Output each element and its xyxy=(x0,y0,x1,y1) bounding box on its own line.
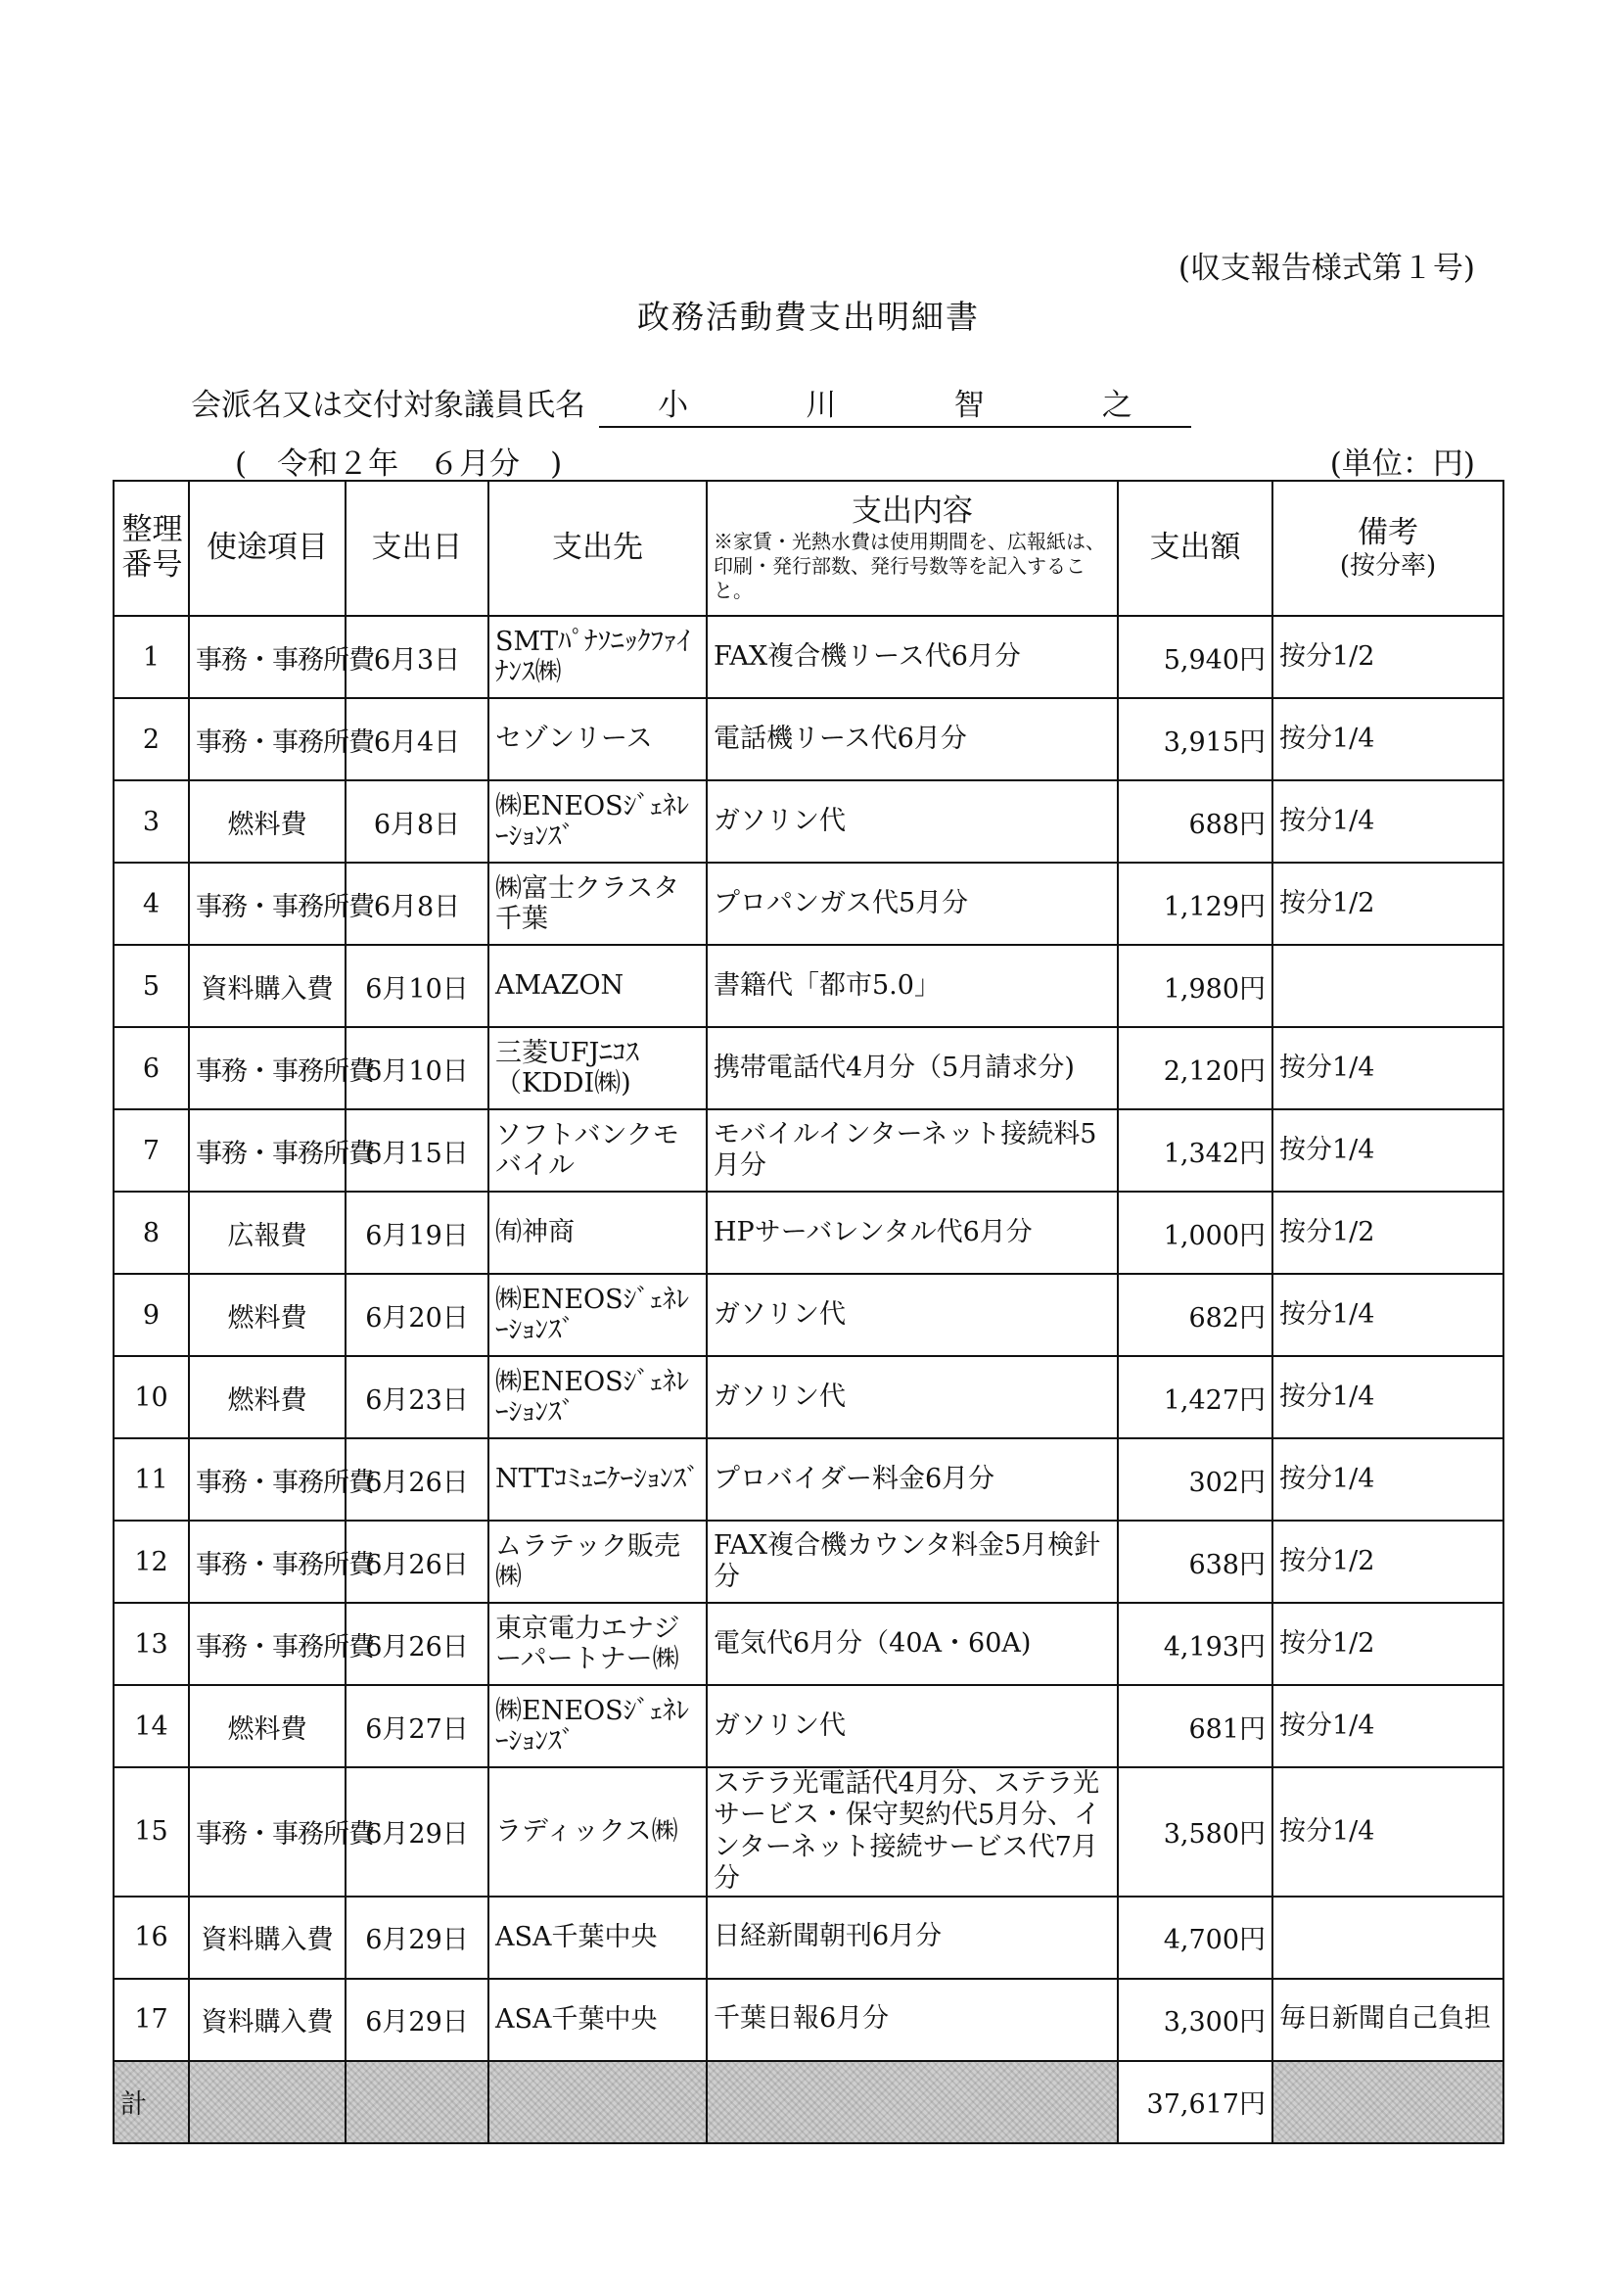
table-row xyxy=(114,1027,1503,1109)
row-date: 6月8日 xyxy=(346,863,488,945)
row-description: モバイルインターネット接続料5月分 xyxy=(707,1109,1118,1192)
row-description: HPサーバレンタル代6月分 xyxy=(707,1192,1118,1274)
row-payee: 東京電力エナジーパートナー㈱ xyxy=(488,1603,707,1685)
row-description: 千葉日報6月分 xyxy=(707,1979,1118,2061)
total-shade xyxy=(189,2061,346,2143)
row-amount: 1,000円 xyxy=(1118,1192,1272,1274)
row-date: 6月19日 xyxy=(346,1192,488,1274)
row-payee: ソフトバンクモバイル xyxy=(488,1109,707,1192)
total-row xyxy=(114,2061,1503,2143)
member-label: 会派名又は交付対象議員氏名 xyxy=(191,388,585,423)
member-name-char: 之 xyxy=(1101,388,1132,423)
table-body xyxy=(114,616,1503,2061)
row-date: 6月29日 xyxy=(346,1767,488,1897)
row-description: ガソリン代 xyxy=(707,780,1118,863)
member-name-char: 智 xyxy=(953,388,985,423)
row-note: 毎日新聞自己負担 xyxy=(1272,1979,1503,2061)
row-payee: ムラテック販売㈱ xyxy=(488,1521,707,1603)
row-note: 按分1/4 xyxy=(1272,1438,1503,1521)
row-use: 燃料費 xyxy=(189,1685,346,1767)
row-description: 日経新聞朝刊6月分 xyxy=(707,1897,1118,1979)
row-amount: 3,915円 xyxy=(1118,698,1272,780)
row-use: 事務・事務所費 xyxy=(189,863,346,945)
row-amount: 2,120円 xyxy=(1118,1027,1272,1109)
row-description: ガソリン代 xyxy=(707,1685,1118,1767)
row-description: プロバイダー料金6月分 xyxy=(707,1438,1118,1521)
row-description: 携帯電話代4月分（5月請求分) xyxy=(707,1027,1118,1109)
row-number: 14 xyxy=(114,1685,189,1767)
row-date: 6月20日 xyxy=(346,1274,488,1356)
row-number: 8 xyxy=(114,1192,189,1274)
row-amount: 1,980円 xyxy=(1118,945,1272,1027)
row-amount: 1,427円 xyxy=(1118,1356,1272,1438)
row-note: 按分1/4 xyxy=(1272,698,1503,780)
row-number: 13 xyxy=(114,1603,189,1685)
table-row xyxy=(114,616,1503,698)
row-description: ステラ光電話代4月分、ステラ光サービス・保守契約代5月分、インターネット接続サービス代7月分 xyxy=(707,1767,1118,1897)
header-amount: 支出額 xyxy=(1118,481,1272,616)
table-row xyxy=(114,1356,1503,1438)
row-use: 事務・事務所費 xyxy=(189,1027,346,1109)
total-amount: 37,617円 xyxy=(1118,2061,1272,2143)
header-content xyxy=(707,481,1118,616)
row-description: FAX複合機リース代6月分 xyxy=(707,616,1118,698)
row-amount: 4,193円 xyxy=(1118,1603,1272,1685)
row-number: 5 xyxy=(114,945,189,1027)
row-payee: ASA千葉中央 xyxy=(488,1979,707,2061)
row-use: 資料購入費 xyxy=(189,945,346,1027)
row-use: 燃料費 xyxy=(189,1356,346,1438)
row-date: 6月26日 xyxy=(346,1603,488,1685)
table-row xyxy=(114,1109,1503,1192)
header-date: 支出日 xyxy=(346,481,488,616)
row-amount: 638円 xyxy=(1118,1521,1272,1603)
row-date: 6月8日 xyxy=(346,780,488,863)
row-date: 6月15日 xyxy=(346,1109,488,1192)
table-row xyxy=(114,1274,1503,1356)
table-row xyxy=(114,1979,1503,2061)
row-note: 按分1/4 xyxy=(1272,1685,1503,1767)
row-payee: ㈱ENEOSｼﾞｪﾈﾚｰｼｮﾝｽﾞ xyxy=(488,1685,707,1767)
member-name-char: 川 xyxy=(806,388,837,423)
row-date: 6月4日 xyxy=(346,698,488,780)
header-content-note: ※家賃・光熱水費は使用期間を、広報紙は、印刷・発行部数、発行号数等を記入すること。 xyxy=(714,530,1105,603)
row-payee: セゾンリース xyxy=(488,698,707,780)
header-content-label: 支出内容 xyxy=(852,492,973,529)
row-date: 6月26日 xyxy=(346,1521,488,1603)
header-use: 使途項目 xyxy=(189,481,346,616)
row-description: ガソリン代 xyxy=(707,1356,1118,1438)
row-amount: 4,700円 xyxy=(1118,1897,1272,1979)
row-note: 按分1/4 xyxy=(1272,1109,1503,1192)
row-number: 11 xyxy=(114,1438,189,1521)
row-payee: ㈱ENEOSｼﾞｪﾈﾚｰｼｮﾝｽﾞ xyxy=(488,1356,707,1438)
row-payee: NTTｺﾐｭﾆｹｰｼｮﾝｽﾞ xyxy=(488,1438,707,1521)
row-payee: ㈱ENEOSｼﾞｪﾈﾚｰｼｮﾝｽﾞ xyxy=(488,780,707,863)
row-description: プロパンガス代5月分 xyxy=(707,863,1118,945)
row-date: 6月3日 xyxy=(346,616,488,698)
row-payee: ASA千葉中央 xyxy=(488,1897,707,1979)
row-date: 6月29日 xyxy=(346,1979,488,2061)
row-note: 按分1/4 xyxy=(1272,1767,1503,1897)
form-number: (収支報告様式第１号) xyxy=(1178,251,1475,286)
row-date: 6月29日 xyxy=(346,1897,488,1979)
row-description: 電話機リース代6月分 xyxy=(707,698,1118,780)
table-row xyxy=(114,1603,1503,1685)
header-no: 整理番号 xyxy=(114,481,189,616)
row-use: 燃料費 xyxy=(189,1274,346,1356)
row-amount: 1,342円 xyxy=(1118,1109,1272,1192)
row-use: 燃料費 xyxy=(189,780,346,863)
row-payee: SMTﾊﾟﾅｿﾆｯｸﾌｧｲﾅﾝｽ㈱ xyxy=(488,616,707,698)
total-label: 計 xyxy=(114,2061,189,2143)
unit-label: (単位：円) xyxy=(1329,446,1475,482)
row-number: 10 xyxy=(114,1356,189,1438)
row-use: 事務・事務所費 xyxy=(189,1603,346,1685)
row-number: 4 xyxy=(114,863,189,945)
row-use: 事務・事務所費 xyxy=(189,1767,346,1897)
member-name xyxy=(599,380,1191,428)
document-title: 政務活動費支出明細書 xyxy=(637,298,980,336)
row-payee: 三菱UFJﾆｺｽ（KDDI㈱) xyxy=(488,1027,707,1109)
table-row xyxy=(114,863,1503,945)
row-note xyxy=(1272,1897,1503,1979)
row-number: 3 xyxy=(114,780,189,863)
row-note xyxy=(1272,945,1503,1027)
row-amount: 682円 xyxy=(1118,1274,1272,1356)
row-description: 書籍代「都市5.0」 xyxy=(707,945,1118,1027)
row-number: 9 xyxy=(114,1274,189,1356)
row-use: 事務・事務所費 xyxy=(189,1521,346,1603)
row-description: FAX複合機カウンタ料金5月検針分 xyxy=(707,1521,1118,1603)
row-note: 按分1/2 xyxy=(1272,1603,1503,1685)
row-date: 6月26日 xyxy=(346,1438,488,1521)
row-use: 事務・事務所費 xyxy=(189,1109,346,1192)
row-date: 6月23日 xyxy=(346,1356,488,1438)
row-amount: 5,940円 xyxy=(1118,616,1272,698)
header-note-sub: (按分率) xyxy=(1339,551,1437,581)
table-row xyxy=(114,1192,1503,1274)
table-row xyxy=(114,1767,1503,1897)
table-row xyxy=(114,945,1503,1027)
row-description: ガソリン代 xyxy=(707,1274,1118,1356)
row-amount: 681円 xyxy=(1118,1685,1272,1767)
row-number: 16 xyxy=(114,1897,189,1979)
row-number: 6 xyxy=(114,1027,189,1109)
total-shade xyxy=(346,2061,488,2143)
row-amount: 302円 xyxy=(1118,1438,1272,1521)
header-note xyxy=(1272,481,1503,616)
row-note: 按分1/4 xyxy=(1272,1027,1503,1109)
row-use: 事務・事務所費 xyxy=(189,698,346,780)
row-note: 按分1/4 xyxy=(1272,1274,1503,1356)
row-date: 6月10日 xyxy=(346,1027,488,1109)
header-payee: 支出先 xyxy=(488,481,707,616)
header-note-label: 備考 xyxy=(1358,514,1418,550)
row-payee: AMAZON xyxy=(488,945,707,1027)
row-use: 資料購入費 xyxy=(189,1897,346,1979)
row-date: 6月10日 xyxy=(346,945,488,1027)
row-amount: 688円 xyxy=(1118,780,1272,863)
row-number: 17 xyxy=(114,1979,189,2061)
table-row xyxy=(114,1438,1503,1521)
row-note: 按分1/2 xyxy=(1272,863,1503,945)
member-name-char: 小 xyxy=(658,388,689,423)
row-note: 按分1/4 xyxy=(1272,780,1503,863)
row-payee: ㈲神商 xyxy=(488,1192,707,1274)
table-row xyxy=(114,1521,1503,1603)
table-row xyxy=(114,698,1503,780)
total-shade xyxy=(707,2061,1118,2143)
row-note: 按分1/2 xyxy=(1272,1192,1503,1274)
row-number: 12 xyxy=(114,1521,189,1603)
row-use: 事務・事務所費 xyxy=(189,616,346,698)
row-number: 7 xyxy=(114,1109,189,1192)
row-use: 広報費 xyxy=(189,1192,346,1274)
row-amount: 3,580円 xyxy=(1118,1767,1272,1897)
expense-table xyxy=(113,480,1504,2144)
row-number: 15 xyxy=(114,1767,189,1897)
row-amount: 1,129円 xyxy=(1118,863,1272,945)
row-payee: ㈱富士クラスタ千葉 xyxy=(488,863,707,945)
row-note: 按分1/4 xyxy=(1272,1356,1503,1438)
row-amount: 3,300円 xyxy=(1118,1979,1272,2061)
row-use: 資料購入費 xyxy=(189,1979,346,2061)
row-number: 2 xyxy=(114,698,189,780)
table-row xyxy=(114,1685,1503,1767)
row-note: 按分1/2 xyxy=(1272,616,1503,698)
row-payee: ラディックス㈱ xyxy=(488,1767,707,1897)
row-number: 1 xyxy=(114,616,189,698)
period-label: ( 令和２年 ６月分 ) xyxy=(235,446,563,482)
table-row xyxy=(114,780,1503,863)
row-payee: ㈱ENEOSｼﾞｪﾈﾚｰｼｮﾝｽﾞ xyxy=(488,1274,707,1356)
table-header-row xyxy=(114,481,1503,616)
total-shade xyxy=(488,2061,707,2143)
row-note: 按分1/2 xyxy=(1272,1521,1503,1603)
table-row xyxy=(114,1897,1503,1979)
row-date: 6月27日 xyxy=(346,1685,488,1767)
row-description: 電気代6月分（40A・60A) xyxy=(707,1603,1118,1685)
row-use: 事務・事務所費 xyxy=(189,1438,346,1521)
total-shade xyxy=(1272,2061,1503,2143)
